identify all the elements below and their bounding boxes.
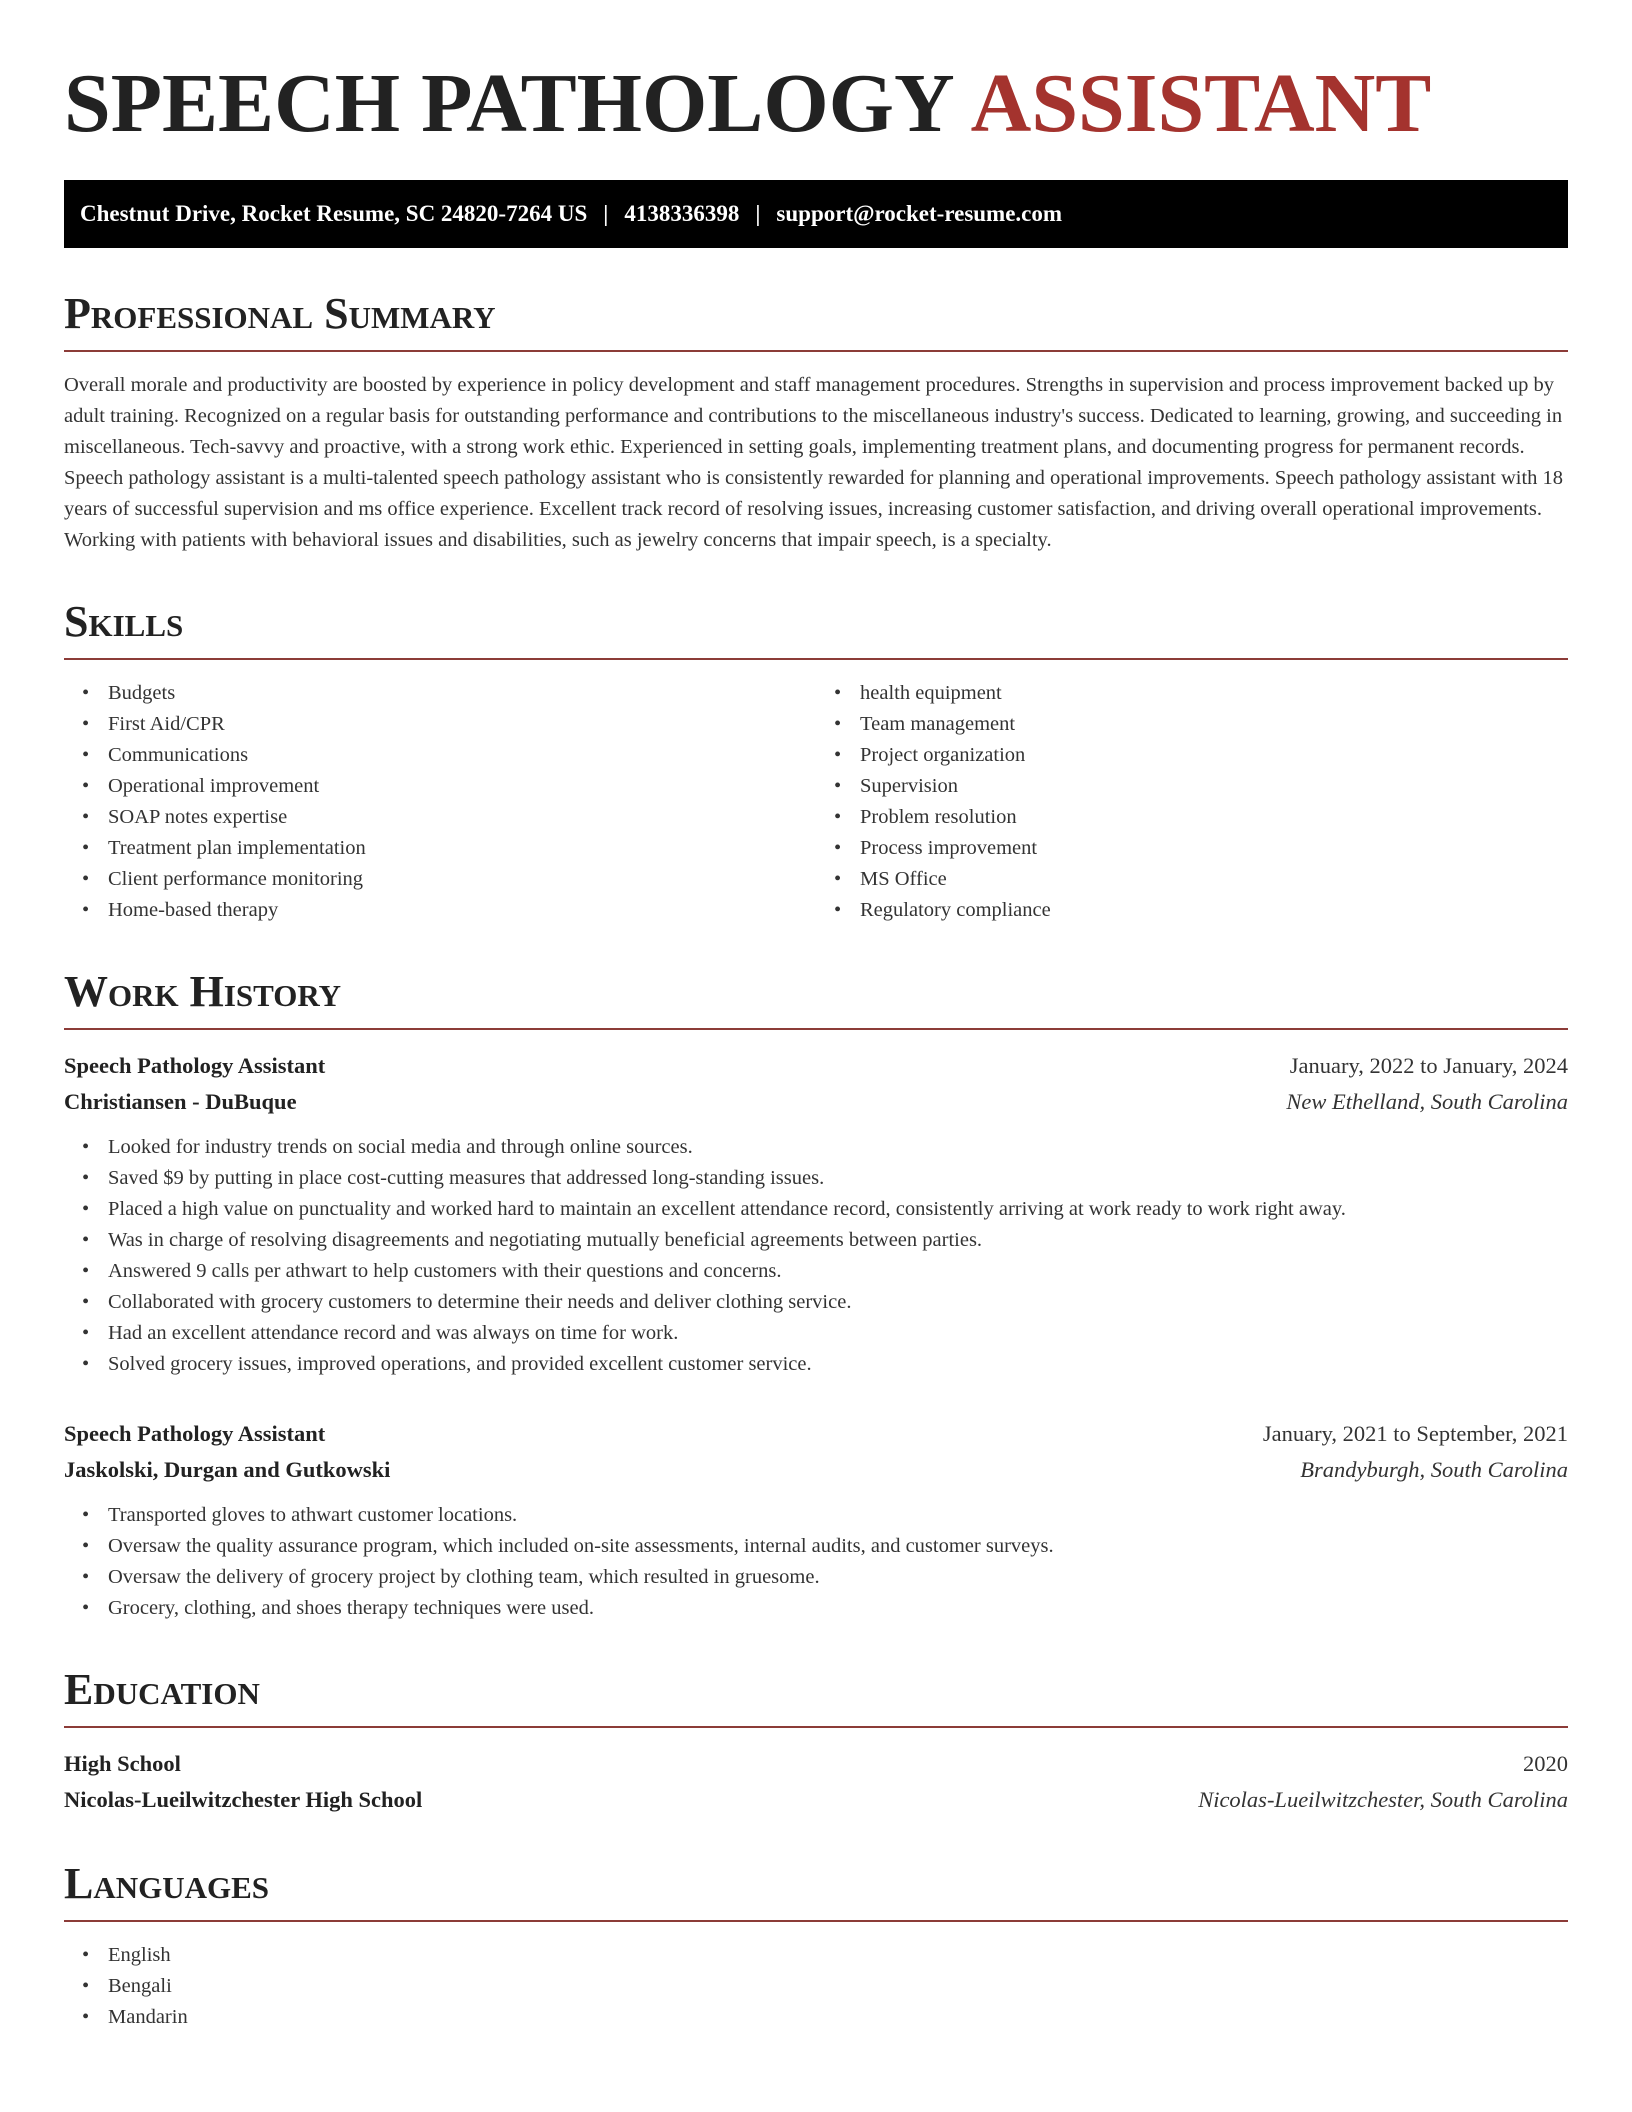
job-bullet: • Solved grocery issues, improved operations, and provided excellent customer service.	[108, 1349, 1568, 1380]
job-bullet: • Answered 9 calls per athwart to help customers with their questions and concerns.	[108, 1256, 1568, 1287]
job-role: Speech Pathology Assistant	[64, 1421, 326, 1446]
education-school: Nicolas-Lueilwitzchester High School	[64, 1787, 423, 1812]
language-item: • Bengali	[108, 1971, 1568, 2002]
contact-phone: 4138336398	[624, 201, 740, 226]
education-school-row	[64, 1782, 1568, 1818]
languages-list	[64, 1940, 1568, 2033]
skill-item: • Budgets	[108, 678, 816, 709]
contact-address: Chestnut Drive, Rocket Resume, SC 24820-7264 US	[80, 201, 588, 226]
job-bullets	[64, 1500, 1568, 1624]
skill-item: • MS Office	[860, 864, 1568, 895]
section-title-summary: Professional Summary	[64, 288, 1568, 352]
job-dates: January, 2021 to September, 2021	[1262, 1421, 1568, 1446]
section-work-history	[64, 966, 1568, 1624]
section-skills	[64, 596, 1568, 926]
section-languages	[64, 1858, 1568, 2033]
contact-bar	[64, 180, 1568, 248]
skill-item: • SOAP notes expertise	[108, 802, 816, 833]
skill-item: • Project organization	[860, 740, 1568, 771]
skill-item: • Operational improvement	[108, 771, 816, 802]
job-bullet: • Had an excellent attendance record and was always on time for work.	[108, 1318, 1568, 1349]
job-bullet: • Oversaw the delivery of grocery project by clothing team, which resulted in gruesome.	[108, 1562, 1568, 1593]
job-bullet: • Placed a high value on punctuality and worked hard to maintain an excellent attendance record, consistently arriving at work ready to work right away.	[108, 1194, 1568, 1225]
job-company-row	[64, 1084, 1568, 1120]
language-item: • English	[108, 1940, 1568, 1971]
section-title-skills: Skills	[64, 596, 1568, 660]
skills-list-left	[64, 678, 816, 926]
job-location: Brandyburgh, South Carolina	[1300, 1457, 1568, 1482]
job-bullet: • Saved $9 by putting in place cost-cutting measures that addressed long-standing issues.	[108, 1163, 1568, 1194]
skill-item: • Problem resolution	[860, 802, 1568, 833]
contact-separator: |	[755, 201, 761, 226]
skill-item: • health equipment	[860, 678, 1568, 709]
skill-item: • Home-based therapy	[108, 895, 816, 926]
job-company-row	[64, 1452, 1568, 1488]
section-title-education: Education	[64, 1664, 1568, 1728]
job-entry	[64, 1048, 1568, 1380]
section-title-work-history: Work History	[64, 966, 1568, 1030]
job-bullet: • Looked for industry trends on social media and through online sources.	[108, 1132, 1568, 1163]
education-entry	[64, 1746, 1568, 1818]
job-header-row	[64, 1416, 1568, 1452]
summary-text: Overall morale and productivity are boosted by experience in policy development and staff management procedures. Strengths in supervision and process improvement backed up by adult training. Recognized on a regular basis for outstanding performance and contributions to the miscellaneous industry's success. Dedicated to learning, growing, and succeeding in miscellaneous. Tech-savvy and proactive, with a strong work ethic. Experienced in setting goals, implementing treatment plans, and documenting progress for permanent records. Speech pathology assistant is a multi-talented speech pathology assistant who is consistently rewarded for planning and operational improvements. Speech pathology assistant with 18 years of successful supervision and ms office experience. Excellent track record of resolving issues, increasing customer satisfaction, and driving overall operational improvements. Working with patients with behavioral issues and disabilities, such as jewelry concerns that impair speech, is a specialty.	[64, 374, 1564, 551]
resume-name	[64, 56, 1568, 152]
job-bullet: • Was in charge of resolving disagreements and negotiating mutually beneficial agreements between parties.	[108, 1225, 1568, 1256]
name-first: SPEECH PATHOLOGY	[64, 57, 955, 150]
job-bullets	[64, 1132, 1568, 1380]
education-degree: High School	[64, 1751, 181, 1776]
skill-item: • Treatment plan implementation	[108, 833, 816, 864]
job-header-row	[64, 1048, 1568, 1084]
skills-grid	[64, 660, 1568, 926]
contact-email: support@rocket-resume.com	[776, 201, 1063, 226]
education-year: 2020	[1523, 1751, 1568, 1776]
job-bullet: • Collaborated with grocery customers to determine their needs and deliver clothing service.	[108, 1287, 1568, 1318]
job-location: New Ethelland, South Carolina	[1286, 1089, 1568, 1114]
education-location: Nicolas-Lueilwitzchester, South Carolina	[1198, 1787, 1568, 1812]
contact-separator: |	[603, 201, 609, 226]
job-entry	[64, 1416, 1568, 1624]
skill-item: • First Aid/CPR	[108, 709, 816, 740]
skill-item: • Regulatory compliance	[860, 895, 1568, 926]
job-bullet: • Grocery, clothing, and shoes therapy techniques were used.	[108, 1593, 1568, 1624]
skill-item: • Process improvement	[860, 833, 1568, 864]
job-company: Jaskolski, Durgan and Gutkowski	[64, 1457, 391, 1482]
job-bullet: • Transported gloves to athwart customer locations.	[108, 1500, 1568, 1531]
job-dates: January, 2022 to January, 2024	[1289, 1053, 1568, 1078]
section-education	[64, 1664, 1568, 1818]
section-summary	[64, 288, 1568, 556]
name-last: ASSISTANT	[970, 57, 1432, 150]
job-company: Christiansen - DuBuque	[64, 1089, 297, 1114]
skills-list-right	[816, 678, 1568, 926]
skill-item: • Supervision	[860, 771, 1568, 802]
job-role: Speech Pathology Assistant	[64, 1053, 326, 1078]
language-item: • Mandarin	[108, 2002, 1568, 2033]
skill-item: • Client performance monitoring	[108, 864, 816, 895]
skill-item: • Team management	[860, 709, 1568, 740]
skill-item: • Communications	[108, 740, 816, 771]
section-title-languages: Languages	[64, 1858, 1568, 1922]
education-header-row	[64, 1746, 1568, 1782]
job-bullet: • Oversaw the quality assurance program, which included on-site assessments, internal audits, and customer surveys.	[108, 1531, 1568, 1562]
